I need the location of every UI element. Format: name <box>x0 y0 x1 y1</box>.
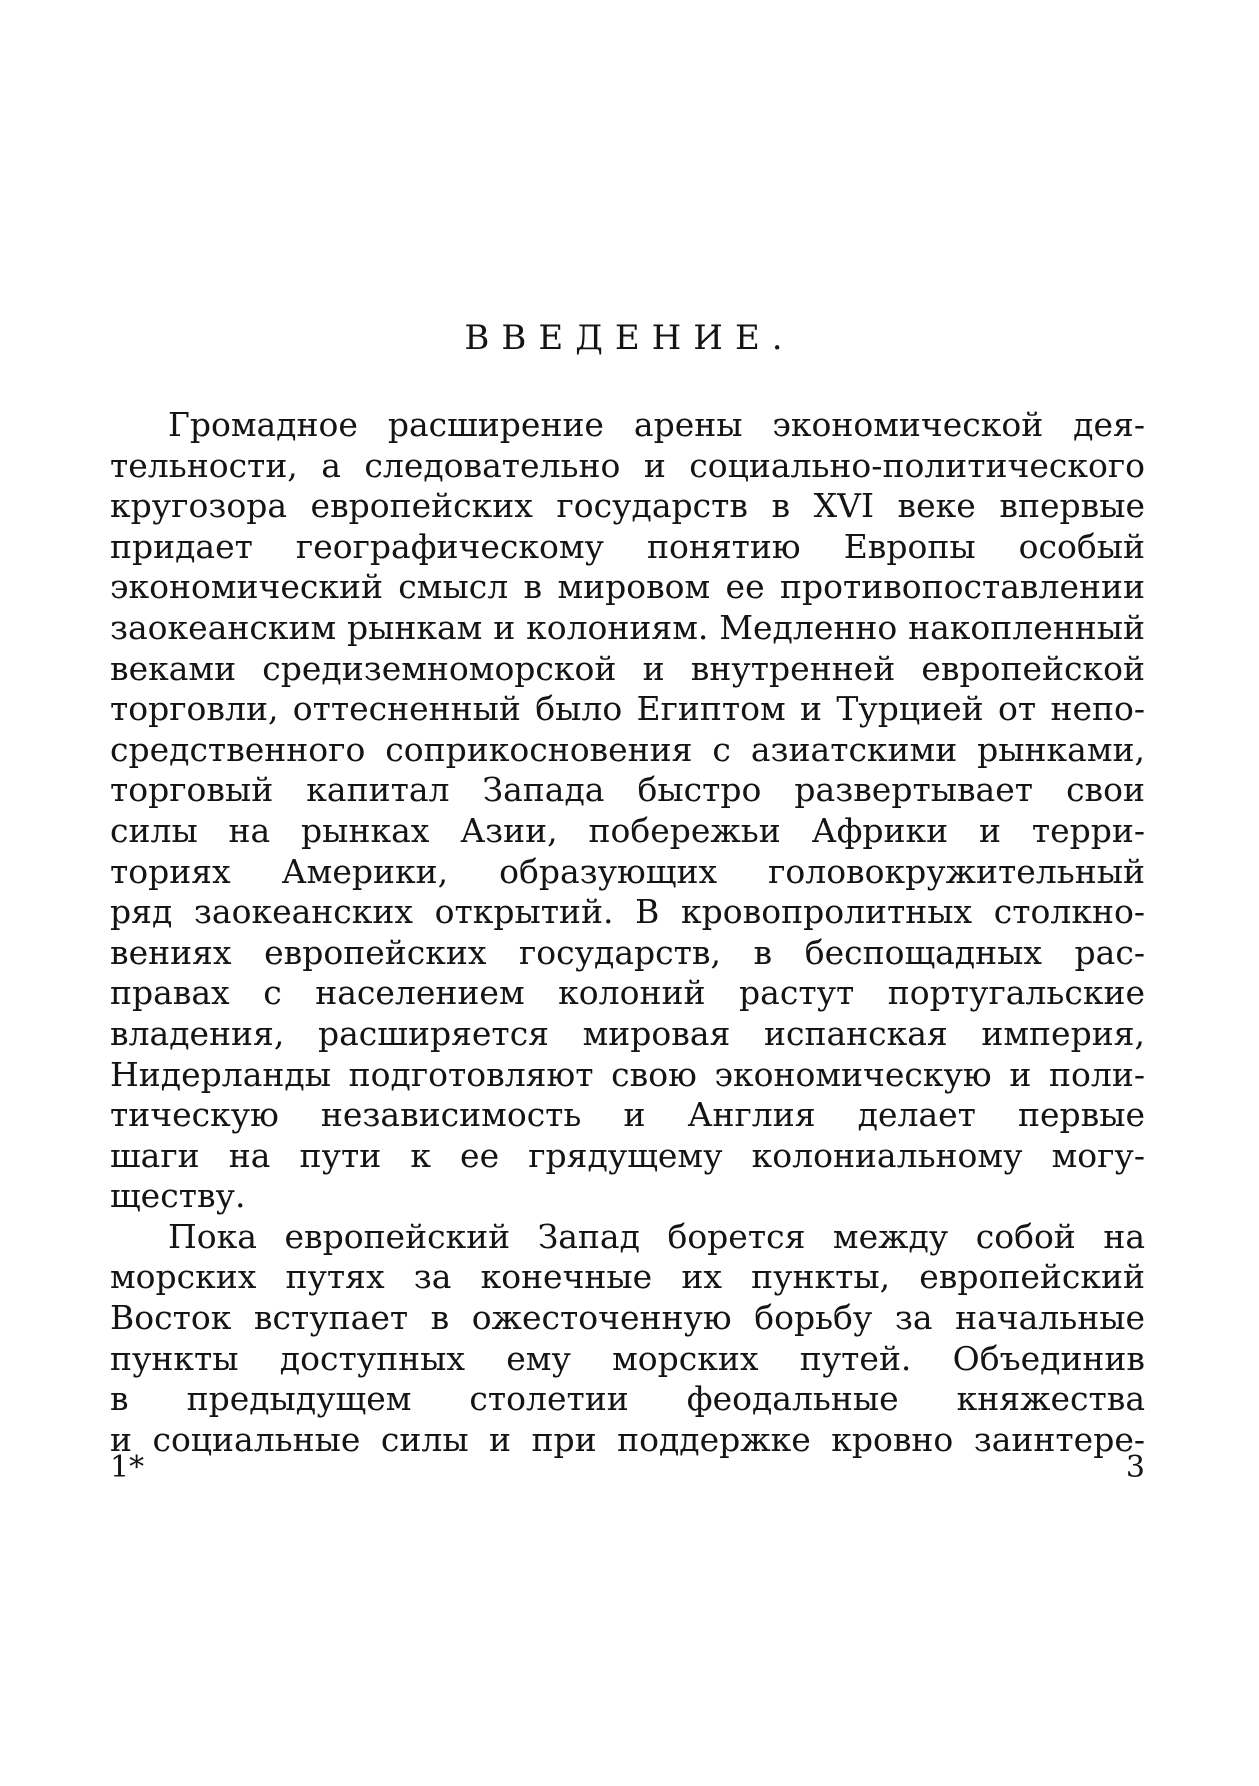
paragraph-2 <box>110 1217 1145 1461</box>
chapter-heading: ВВЕДЕНИЕ. <box>464 318 795 358</box>
text-line: в предыдущем столетии феодальные княжества <box>110 1379 1145 1419</box>
text-line: Пока европейский Запад борется между собой на <box>168 1216 1145 1256</box>
text-line: ществу. <box>110 1176 246 1216</box>
text-line: морских путях за конечные их пункты, европейский <box>110 1257 1145 1297</box>
text-line: средственного соприкосновения с азиатскими рынками, <box>110 729 1145 769</box>
text-line: экономический смысл в мировом ее противопоставлении <box>110 567 1145 607</box>
body-text <box>110 405 1145 1460</box>
text-line: силы на рынках Азии, побережьи Африки и терри- <box>110 810 1145 850</box>
text-line: Громадное расширение арены экономической дея- <box>168 405 1145 444</box>
text-line: веками средиземноморской и внутренней европейской <box>110 648 1145 688</box>
text-line: кругозора европейских государств в XVI веке впервые <box>110 486 1145 526</box>
text-line: торговли, оттесненный было Египтом и Турцией от непо- <box>110 689 1145 729</box>
text-line: шаги на пути к ее грядущему колониальному могу- <box>110 1135 1145 1175</box>
text-line: заокеанским рынкам и колониям. Медленно накопленный <box>110 607 1145 647</box>
signature-mark: 1* <box>110 1450 145 1485</box>
text-line: Нидерланды подготовляют свою экономическую и поли- <box>110 1054 1145 1094</box>
text-line: ториях Америки, образующих головокружительный <box>110 851 1145 891</box>
text-line: владения, расширяется мировая испанская империя, <box>110 1013 1145 1053</box>
text-line: вениях европейских государств, в беспощадных рас- <box>110 932 1145 972</box>
text-line: тическую независимость и Англия делает первые <box>110 1095 1145 1135</box>
text-line: торговый капитал Запада быстро развертывает свои <box>110 770 1145 810</box>
text-line: придает географическому понятию Европы особый <box>110 526 1145 566</box>
paragraph-1 <box>110 405 1145 1217</box>
text-line: пункты доступных ему морских путей. Объединив <box>110 1338 1145 1378</box>
page-number: 3 <box>1125 1450 1145 1485</box>
text-line: Восток вступает в ожесточенную борьбу за начальные <box>110 1298 1145 1338</box>
text-line: тельности, а следовательно и социально-политического <box>110 445 1145 485</box>
text-line: ряд заокеанских открытий. В кровопролитных столкно- <box>110 892 1145 932</box>
text-line: и социальные силы и при поддержке кровно заинтере- <box>110 1419 1145 1459</box>
text-line: правах с населением колоний растут португальские <box>110 973 1145 1013</box>
